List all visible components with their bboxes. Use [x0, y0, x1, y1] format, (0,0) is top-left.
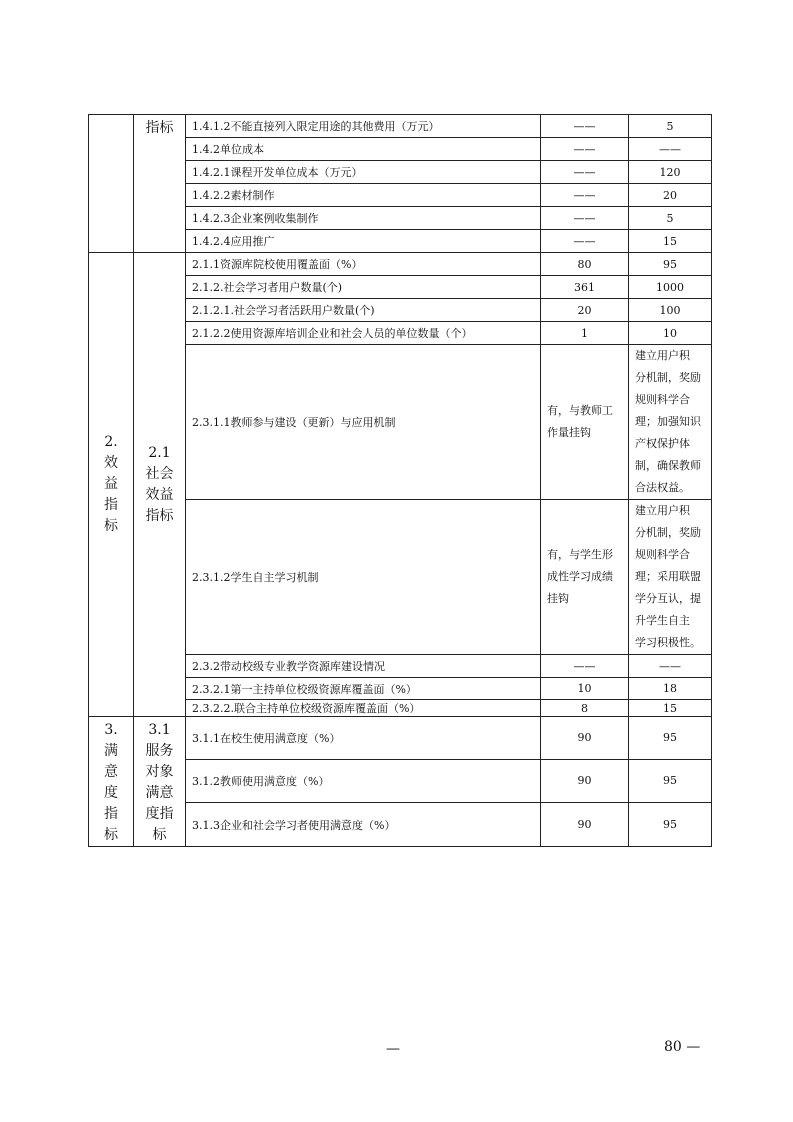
- indicator-value-target: 1000: [629, 276, 712, 299]
- indicator-table: [88, 114, 712, 847]
- value-line: 理；加强知识: [635, 415, 701, 428]
- group3-sub-label: 服务: [145, 743, 174, 759]
- value-line: 升学生自主: [635, 614, 690, 627]
- indicator-value-current: 80: [541, 253, 629, 276]
- indicator-value-target: 15: [629, 230, 712, 253]
- indicator-value-current: [541, 345, 629, 500]
- group3-sub-label: 对象: [145, 764, 174, 780]
- indicator-value-target: 95: [629, 717, 712, 760]
- group1-sub-cell: [134, 115, 186, 253]
- group3-main-label: 满: [104, 743, 118, 759]
- group3-main-cell: [89, 717, 134, 847]
- indicator-name: 2.1.1资源库院校使用覆盖面（%）: [186, 253, 541, 276]
- indicator-name: 1.4.2.2素材制作: [186, 184, 541, 207]
- group2-sub-label: 效益: [145, 486, 174, 503]
- value-line: 规则科学合: [635, 548, 690, 561]
- value-line: 建立用户积: [635, 349, 690, 362]
- group2-main-label: 指: [104, 497, 118, 513]
- group3-main-label: 标: [104, 827, 118, 843]
- value-line: 合法权益。: [635, 481, 690, 494]
- group2-sub-label: 社会: [145, 465, 174, 482]
- group2-main-cell: [89, 253, 134, 717]
- indicator-value-current: 90: [541, 759, 629, 803]
- table-row: [89, 717, 712, 760]
- value-line: 制，确保教师: [635, 459, 701, 472]
- value-line: 有，与教师工: [547, 404, 613, 417]
- indicator-name: 3.1.3企业和社会学习者使用满意度（%）: [186, 803, 541, 847]
- group3-sub-cell: [134, 717, 186, 847]
- value-line: 分机制，奖励: [635, 371, 701, 384]
- indicator-name: 3.1.1在校生使用满意度（%）: [186, 717, 541, 760]
- indicator-value-current: ——: [541, 207, 629, 230]
- indicator-name: 1.4.1.2不能直接列入限定用途的其他费用（万元）: [186, 115, 541, 138]
- value-line: 规则科学合: [635, 393, 690, 406]
- value-line: 建立用户积: [635, 504, 690, 517]
- indicator-name: 3.1.2教师使用满意度（%）: [186, 759, 541, 803]
- indicator-name: 1.4.2.3企业案例收集制作: [186, 207, 541, 230]
- group3-sub-label: 标: [152, 827, 167, 843]
- indicator-name: 1.4.2.1课程开发单位成本（万元）: [186, 161, 541, 184]
- indicator-name: 1.4.2单位成本: [186, 138, 541, 161]
- indicator-value-current: 1: [541, 322, 629, 345]
- indicator-value-target: [629, 345, 712, 500]
- indicator-name: 2.1.2.1.社会学习者活跃用户数量(个): [186, 299, 541, 322]
- indicator-value-current: 10: [541, 678, 629, 700]
- indicator-value-current: ——: [541, 230, 629, 253]
- group2-main-label: 效: [104, 455, 118, 471]
- value-line: 分机制，奖励: [635, 526, 701, 539]
- indicator-name: 2.3.1.2学生自主学习机制: [186, 500, 541, 655]
- indicator-value-target: ——: [629, 138, 712, 161]
- group1-sub-label: 指标: [145, 120, 174, 136]
- value-line: 学分互认，提: [635, 592, 701, 605]
- group2-sub-cell: [134, 253, 186, 717]
- group2-sub-label: 指标: [145, 507, 174, 524]
- indicator-name: 2.3.2带动校级专业教学资源库建设情况: [186, 655, 541, 678]
- group1-main-cell: [89, 115, 134, 253]
- group3-sub-label: 度指: [145, 806, 174, 822]
- indicator-value-target: ——: [629, 655, 712, 678]
- indicator-value-target: 95: [629, 253, 712, 276]
- table-row: [89, 253, 712, 276]
- indicator-name: 2.1.2.2使用资源库培训企业和社会人员的单位数量（个）: [186, 322, 541, 345]
- indicator-value-current: ——: [541, 161, 629, 184]
- group2-sub-label: 2.1: [148, 444, 171, 461]
- indicator-value-current: 8: [541, 700, 629, 717]
- page-number: 80 —: [664, 1039, 701, 1055]
- indicator-value-current: 361: [541, 276, 629, 299]
- indicator-value-target: 95: [629, 803, 712, 847]
- group3-sub-label: 满意: [145, 785, 174, 801]
- indicator-value-target: [629, 500, 712, 655]
- indicator-value-target: 15: [629, 700, 712, 717]
- indicator-value-target: 20: [629, 184, 712, 207]
- indicator-value-current: 90: [541, 717, 629, 760]
- footer-dash: —: [386, 1041, 400, 1057]
- group3-main-label: 3.: [104, 722, 118, 738]
- indicator-value-target: 120: [629, 161, 712, 184]
- indicator-value-target: 95: [629, 759, 712, 803]
- value-line: 有，与学生形: [547, 548, 613, 561]
- indicator-value-target: 5: [629, 207, 712, 230]
- indicator-value-current: [541, 500, 629, 655]
- indicator-name: 1.4.2.4应用推广: [186, 230, 541, 253]
- indicator-value-target: 100: [629, 299, 712, 322]
- indicator-value-current: ——: [541, 184, 629, 207]
- indicator-name: 2.3.2.1第一主持单位校级资源库覆盖面（%）: [186, 678, 541, 700]
- group3-main-label: 指: [104, 806, 118, 822]
- group3-main-label: 意: [104, 764, 118, 780]
- indicator-name: 2.3.1.1教师参与建设（更新）与应用机制: [186, 345, 541, 500]
- group3-main-label: 度: [104, 785, 118, 801]
- value-line: 理；采用联盟: [635, 570, 701, 583]
- value-line: 挂钩: [547, 592, 569, 605]
- indicator-value-current: 20: [541, 299, 629, 322]
- indicator-value-target: 18: [629, 678, 712, 700]
- group2-main-label: 益: [104, 476, 118, 492]
- value-line: 成性学习成绩: [547, 570, 613, 583]
- indicator-name: 2.3.2.2.联合主持单位校级资源库覆盖面（%）: [186, 700, 541, 717]
- group2-main-label: 2.: [104, 434, 118, 450]
- indicator-value-target: 5: [629, 115, 712, 138]
- indicator-value-current: ——: [541, 655, 629, 678]
- indicator-value-current: ——: [541, 115, 629, 138]
- value-line: 学习积极性。: [635, 636, 701, 649]
- indicator-value-target: 10: [629, 322, 712, 345]
- indicator-name: 2.1.2.社会学习者用户数量(个): [186, 276, 541, 299]
- indicator-value-current: ——: [541, 138, 629, 161]
- value-line: 作量挂钩: [547, 426, 591, 439]
- group3-sub-label: 3.1: [148, 722, 171, 738]
- group2-main-label: 标: [104, 518, 118, 534]
- value-line: 产权保护体: [635, 437, 690, 450]
- indicator-value-current: 90: [541, 803, 629, 847]
- table-row: [89, 115, 712, 138]
